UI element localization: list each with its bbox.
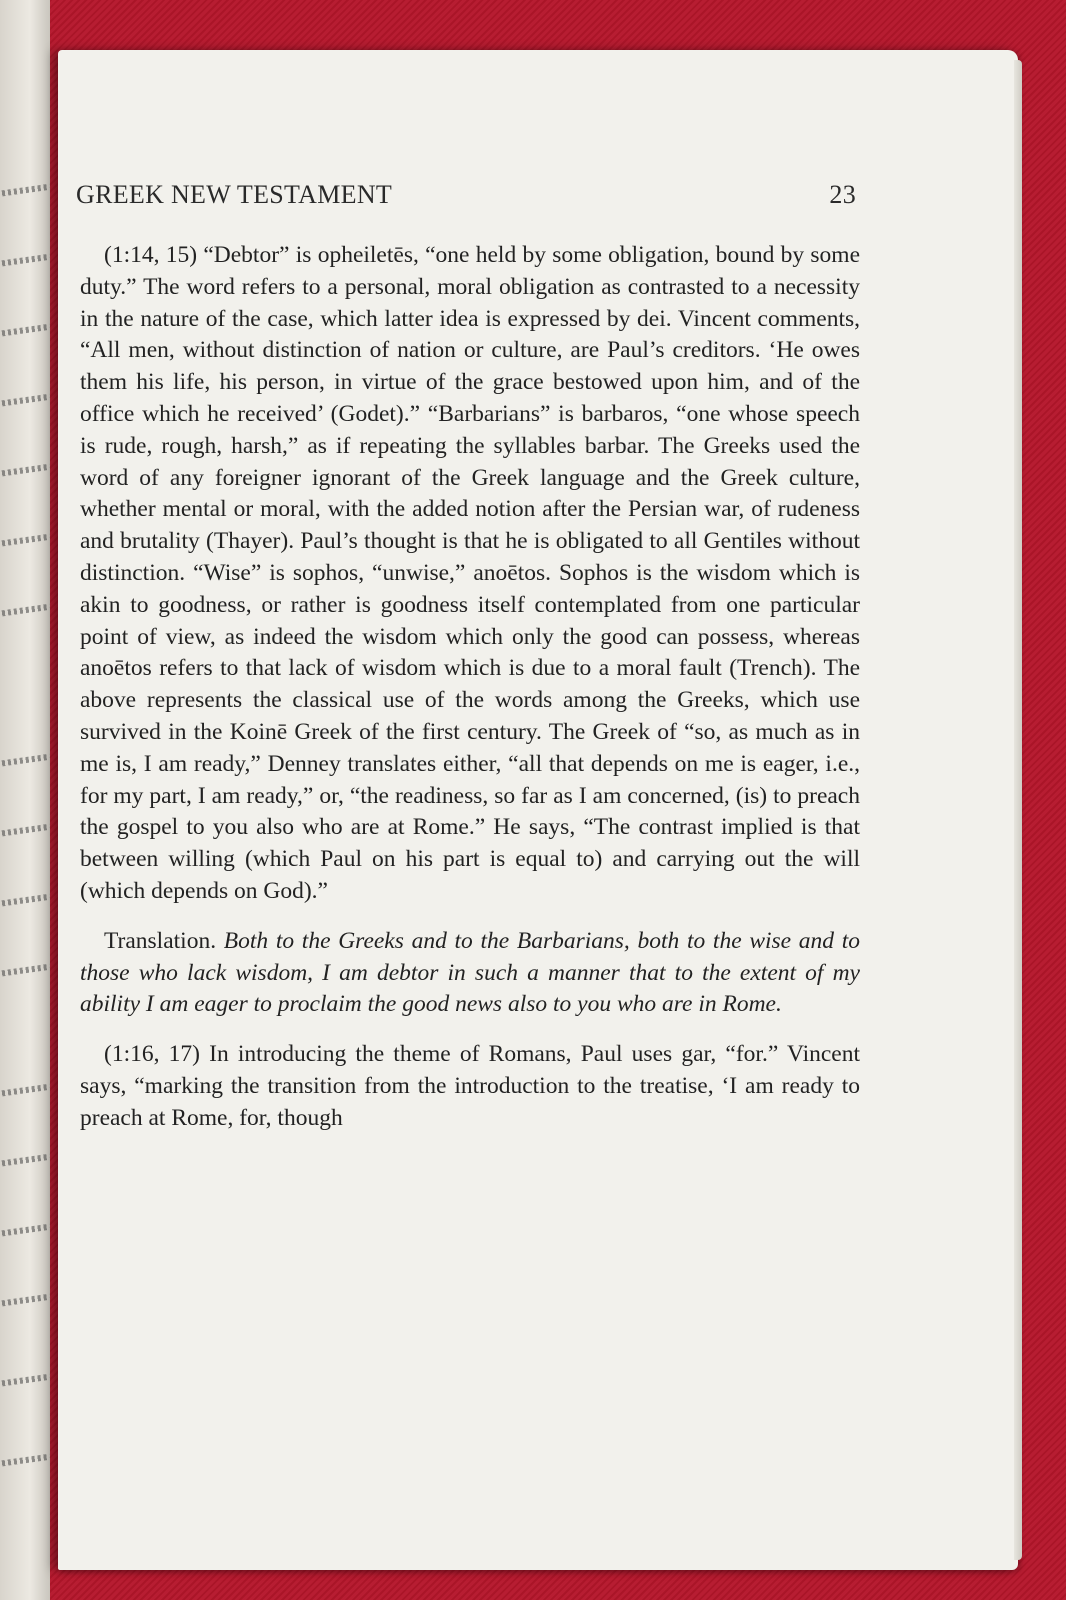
translation-label: Translation.: [104, 927, 217, 954]
running-title: GREEK NEW TESTAMENT: [76, 180, 393, 209]
book-page: [58, 50, 1018, 1570]
page-edge: [1014, 60, 1022, 1560]
page-number: 23: [829, 180, 856, 209]
page-header: [76, 180, 856, 210]
paragraph-romans-1-16-17: (1:16, 17) In introducing the theme of Romans, Paul uses gar, “for.” Vincent says, “marking the transition from the introduction to the treatise, ‘I am ready to preach at Rome, for, though: [80, 1041, 860, 1131]
translation-text: Both to the Greeks and to the Barbarians, both to the wise and to those who lack wisdom, I am debtor in such a manner that to the extent of my ability I am eager to proclaim the good news also to you who are in Rome.: [80, 927, 861, 1018]
translation-paragraph: [80, 926, 860, 1021]
paragraph-romans-1-14-15: (1:14, 15) “Debtor” is opheiletēs, “one held by some obligation, bound by some duty.” The word refers to a personal, moral obligation as contrasted to a necessity in the nature of the case, which latter idea is expressed by dei. Vincent comments, “All men, without distinction of nation or culture, are Paul’s creditors. ‘He owes them his life, his person, in virtue of the grace bestowed upon him, and of the office which he received’ (Godet).” “Barbarians” is barbaros, “one whose speech is rude, rough, harsh,” as if repeating the syllables barbar. The Greeks used the word of any foreigner ignorant of the Greek language and the Greek culture, whether mental or moral, with the added notion after the Persian war, of rudeness and brutality (Thayer). Paul’s thought is that he is obligated to all Gentiles without distinction. “Wise” is sophos, “unwise,” anoētos. Sophos is the wisdom which is akin to goodness, or rather is goodness itself contemplated from one particular point of view, as indeed the wisdom which only the good can possess, whereas anoētos refers to that lack of wisdom which is due to a moral fault (Trench). The above represents the classical use of the words among the Greeks, which use survived in the Koinē Greek of the first century. The Greek of “so, as much as in me is, I am ready,” Denney translates either, “all that depends on me is eager, i.e., for my part, I am ready,” or, “the readiness, so far as I am concerned, (is) to preach the gospel to you also who are at Rome.” He says, “The contrast implied is that between willing (which Paul on his part is equal to) and carrying out the will (which depends on God).”: [80, 242, 860, 904]
body-text: [80, 240, 860, 1135]
facing-page-edge: [0, 0, 50, 1600]
